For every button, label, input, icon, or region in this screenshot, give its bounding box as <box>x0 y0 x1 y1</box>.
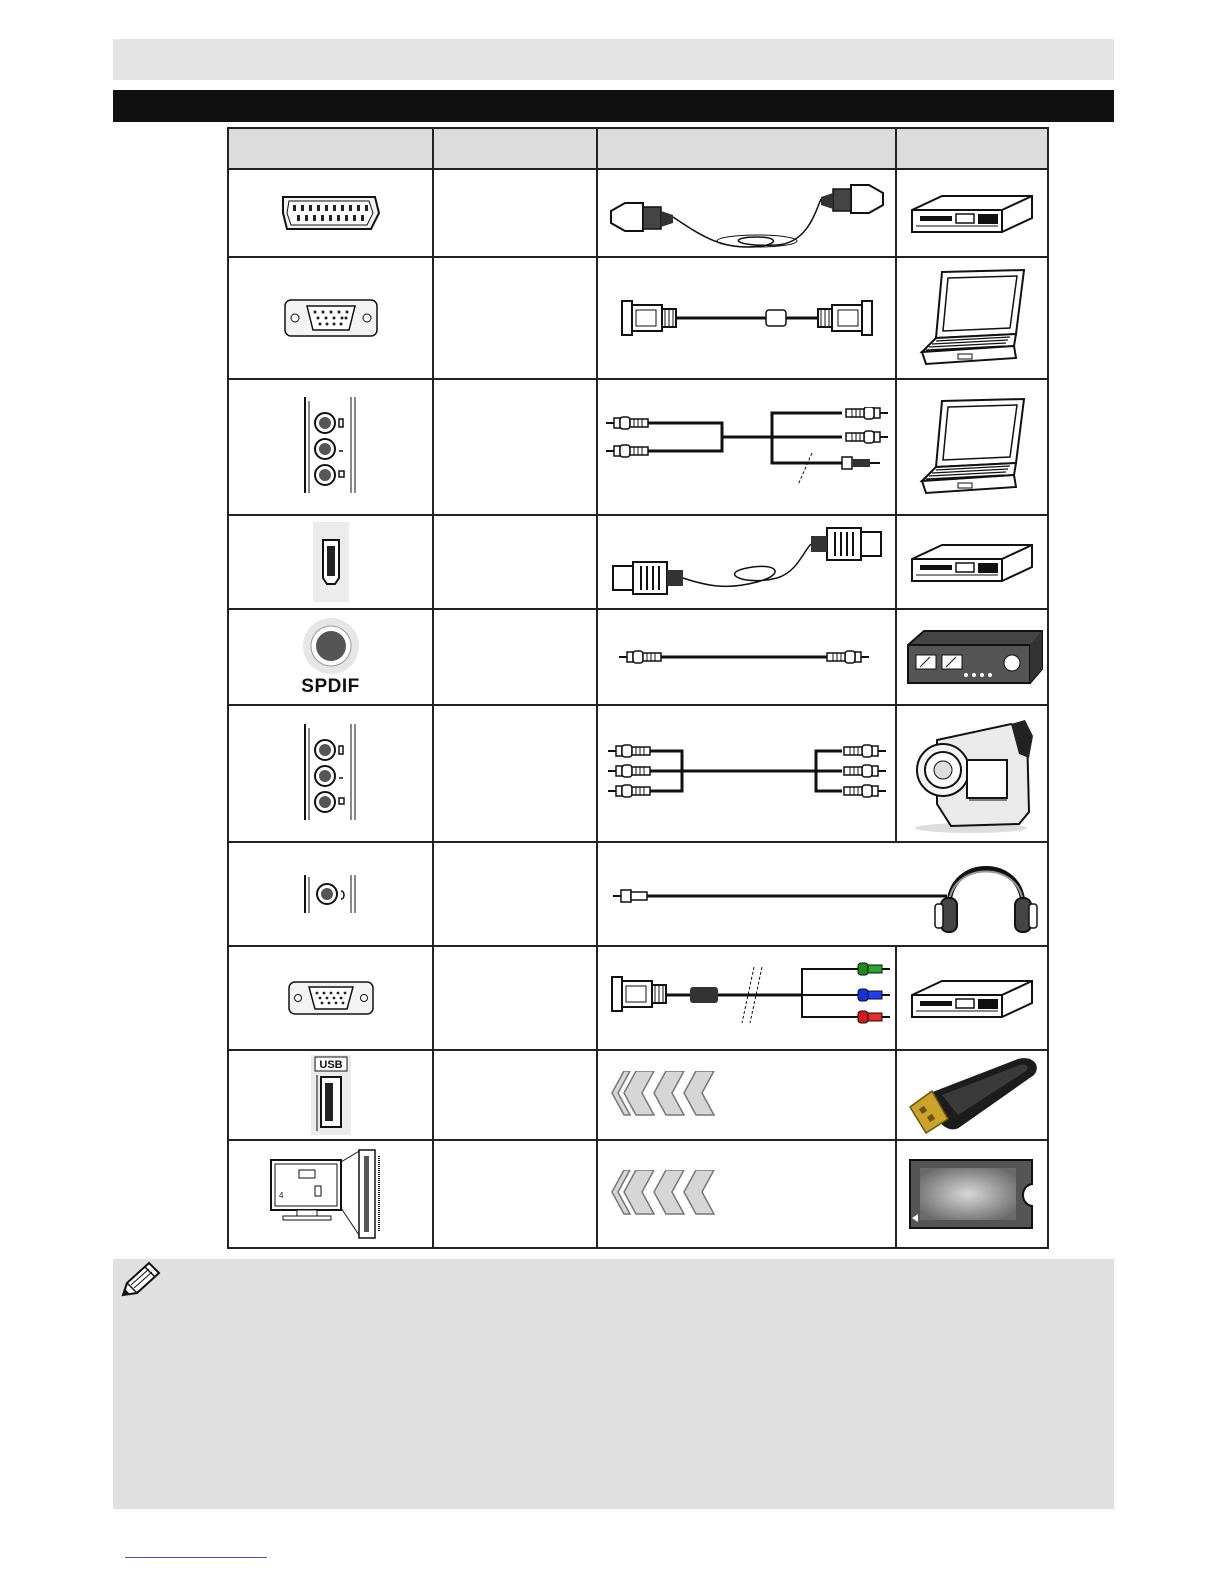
hdmi-cable-icon <box>607 522 887 602</box>
device-cell <box>896 609 1048 705</box>
spdif-socket-icon <box>301 616 361 676</box>
scart-cable-icon <box>607 173 887 253</box>
type-cell <box>433 946 597 1050</box>
type-cell <box>433 842 597 946</box>
connector-cell <box>228 257 433 379</box>
table-row <box>228 842 1048 946</box>
connector-cell <box>228 1050 433 1140</box>
common-interface-slot-icon <box>269 1146 393 1242</box>
connector-cell <box>228 946 433 1050</box>
table-row <box>228 515 1048 609</box>
cable-cell <box>597 842 1048 946</box>
type-cell <box>433 1140 597 1248</box>
connector-cell <box>228 609 433 705</box>
connections-table <box>227 127 1049 1249</box>
cable-cell <box>597 169 896 257</box>
cable-cell <box>597 257 896 379</box>
headphone-cable-icon <box>603 846 1043 942</box>
insert-arrows-icon <box>608 1071 728 1119</box>
connector-cell <box>228 1140 433 1248</box>
usb-stick-icon <box>902 1055 1042 1135</box>
device-cell <box>896 946 1048 1050</box>
connector-cell <box>228 842 433 946</box>
footer-link-underline <box>125 1557 267 1558</box>
device-cell <box>896 379 1048 515</box>
av-cable-icon <box>602 739 892 809</box>
table-row <box>228 946 1048 1050</box>
device-cell <box>896 1140 1048 1248</box>
device-cell <box>896 257 1048 379</box>
header-device <box>896 128 1048 169</box>
device-cell <box>896 169 1048 257</box>
dvd-recorder-icon <box>906 973 1038 1023</box>
coaxial-cable-icon <box>607 637 887 677</box>
dvd-recorder-icon <box>906 537 1038 587</box>
laptop-icon <box>914 397 1030 497</box>
vga-socket-icon <box>283 296 379 340</box>
device-cell <box>896 705 1048 841</box>
cable-cell <box>597 609 896 705</box>
type-cell <box>433 257 597 379</box>
pencil-note-icon <box>119 1261 161 1299</box>
table-row <box>228 609 1048 705</box>
top-header-band <box>113 39 1114 80</box>
ci-module-icon <box>908 1158 1036 1230</box>
table-header-row <box>228 128 1048 169</box>
camcorder-icon <box>907 714 1037 834</box>
vga-cable-icon <box>612 293 882 343</box>
type-cell <box>433 169 597 257</box>
amplifier-icon <box>900 625 1044 689</box>
usb-label: USB <box>318 1058 343 1071</box>
side-audio-socket-icon <box>299 397 363 497</box>
table-row <box>228 169 1048 257</box>
scart-socket-icon <box>279 191 383 235</box>
dvd-recorder-icon <box>906 188 1038 238</box>
device-cell <box>896 515 1048 609</box>
insert-arrows-icon <box>608 1170 728 1218</box>
device-cell <box>896 1050 1048 1140</box>
vga-to-component-cable-icon <box>602 953 892 1043</box>
table-row <box>228 1050 1048 1140</box>
ypbpr-vga-socket-icon <box>287 978 375 1018</box>
header-connector <box>228 128 433 169</box>
cable-cell <box>597 705 896 841</box>
type-cell <box>433 609 597 705</box>
note-box <box>113 1259 1114 1509</box>
connector-cell <box>228 705 433 841</box>
cable-cell <box>597 515 896 609</box>
type-cell <box>433 1050 597 1140</box>
side-av-socket-icon <box>299 724 363 824</box>
section-title-bar <box>113 90 1114 122</box>
cable-cell <box>597 1050 896 1140</box>
hdmi-socket-icon <box>313 522 349 602</box>
usb-socket-icon <box>311 1055 351 1135</box>
table-row <box>228 705 1048 841</box>
table-row <box>228 257 1048 379</box>
header-type <box>433 128 597 169</box>
rca-to-minijack-cable-icon <box>602 407 892 487</box>
type-cell <box>433 379 597 515</box>
type-cell <box>433 705 597 841</box>
svg-text:4: 4 <box>278 1190 283 1200</box>
connector-cell <box>228 379 433 515</box>
cable-cell <box>597 379 896 515</box>
table-row <box>228 1140 1048 1248</box>
headphones-icon <box>935 868 1037 932</box>
laptop-icon <box>914 268 1030 368</box>
cable-cell <box>597 1140 896 1248</box>
header-cables <box>597 128 896 169</box>
connector-cell <box>228 515 433 609</box>
spdif-label: SPDIF <box>301 676 360 698</box>
headphone-socket-icon <box>301 873 361 915</box>
connector-cell <box>228 169 433 257</box>
table-row <box>228 379 1048 515</box>
type-cell <box>433 515 597 609</box>
cable-cell <box>597 946 896 1050</box>
